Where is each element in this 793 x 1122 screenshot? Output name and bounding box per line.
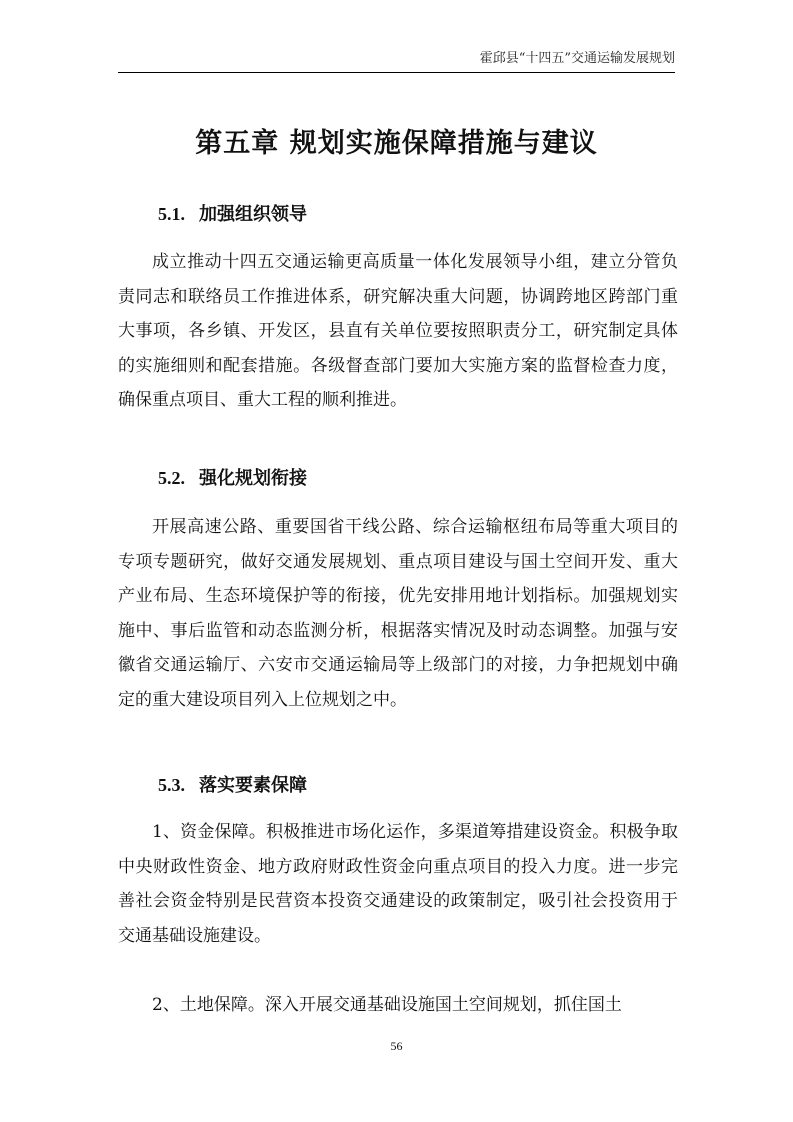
section-heading-5-1 bbox=[158, 201, 307, 228]
section-number: 5.2. bbox=[158, 468, 185, 488]
paragraph-5-2: 开展高速公路、重要国省干线公路、综合运输枢纽布局等重大项目的专项专题研究，做好交通发展规划、重点项目建设与国土空间开发、重大产业布局、生态环境保护等的衔接，优先安排用地计划指标。加强规划实施中、事后监管和动态监测分析，根据落实情况及时动态调整。加强与安徽省交通运输厅、六安市交通运输局等上级部门的对接，力争把规划中确定的重大建设项目列入上位规划之中。 bbox=[118, 517, 678, 710]
paragraph-5-3-land: 2、土地保障。深入开展交通基础设施国土空间规划，抓住国土 bbox=[152, 995, 622, 1015]
paragraph-5-1: 成立推动十四五交通运输更高质量一体化发展领导小组，建立分管负责同志和联络员工作推进体系，研究解决重大问题，协调跨地区跨部门重大事项，各乡镇、开发区，县直有关单位要按照职责分工，研究制定具体的实施细则和配套措施。各级督查部门要加大实施方案的监督检查力度，确保重点项目、重大工程的顺利推进。 bbox=[118, 252, 678, 410]
running-header: 霍邱县“十四五”交通运输发展规划 bbox=[479, 51, 675, 66]
paragraph-5-3-funding: 1、资金保障。积极推进市场化运作，多渠道筹措建设资金。积极争取中央财政性资金、地方政府财政性资金向重点项目的投入力度。进一步完善社会资金特别是民营资本投资交通建设的政策制定，吸引社会投资用于交通基础设施建设。 bbox=[118, 822, 678, 946]
chapter-title: 第五章 规划实施保障措施与建议 bbox=[195, 128, 598, 159]
header-rule bbox=[118, 72, 675, 73]
section-heading-5-3 bbox=[158, 772, 307, 799]
section-title: 落实要素保障 bbox=[199, 775, 307, 796]
page-number: 56 bbox=[390, 1039, 403, 1053]
section-number: 5.3. bbox=[158, 775, 185, 795]
section-heading-5-2 bbox=[158, 465, 307, 492]
section-title: 强化规划衔接 bbox=[199, 468, 307, 489]
section-title: 加强组织领导 bbox=[199, 204, 307, 225]
section-number: 5.1. bbox=[158, 204, 185, 224]
